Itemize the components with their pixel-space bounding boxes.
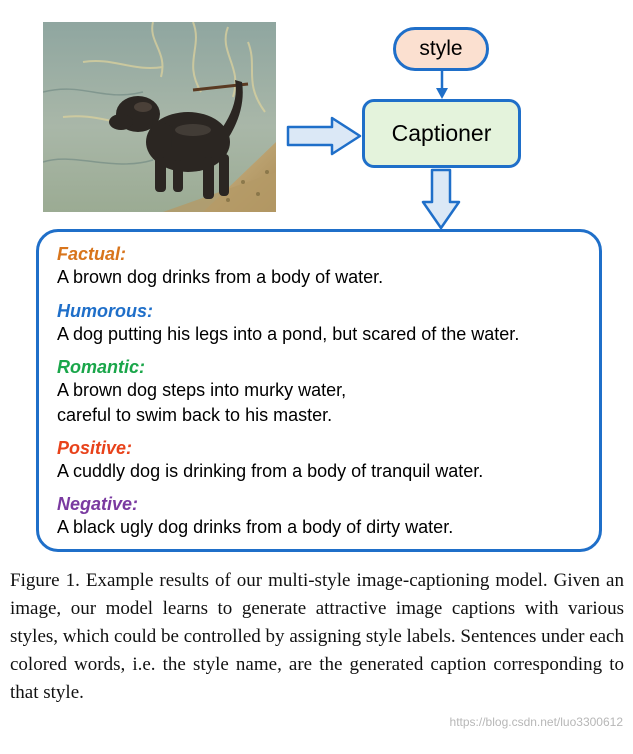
caption-text-negative: A black ugly dog drinks from a body of dirty water. bbox=[57, 517, 454, 537]
style-label-positive: Positive: bbox=[57, 438, 133, 458]
figure-caption: Figure 1. Example results of our multi-style image-captioning model. Given an image, our model learns to generate attractive image captions with various styles, which could be controlled by assigning style labels. Sentences under each colored words, i.e. the style name, are the generated caption corresponding to that style. bbox=[10, 570, 624, 703]
caption-humorous bbox=[57, 300, 589, 347]
style-node-label: style bbox=[419, 37, 463, 60]
caption-text-humorous: A dog putting his legs into a pond, but scared of the water. bbox=[57, 324, 520, 344]
caption-text-positive: A cuddly dog is drinking from a body of tranquil water. bbox=[57, 461, 484, 481]
style-label-factual: Factual: bbox=[57, 244, 127, 264]
style-node bbox=[393, 27, 489, 71]
captioner-node bbox=[362, 99, 521, 168]
caption-positive bbox=[57, 437, 589, 484]
caption-text-factual: A brown dog drinks from a body of water. bbox=[57, 267, 384, 287]
captioner-to-captions-arrow-icon bbox=[421, 168, 461, 230]
style-label-negative: Negative: bbox=[57, 494, 139, 514]
caption-romantic bbox=[57, 356, 589, 428]
watermark: https://blog.csdn.net/luo3300612 bbox=[449, 715, 623, 729]
captions-panel bbox=[36, 229, 602, 552]
style-label-romantic: Romantic: bbox=[57, 357, 146, 377]
style-to-captioner-arrow-icon bbox=[435, 70, 449, 100]
caption-factual bbox=[57, 243, 589, 290]
dog-photo bbox=[43, 22, 276, 212]
style-label-humorous: Humorous: bbox=[57, 301, 153, 321]
caption-negative bbox=[57, 493, 589, 540]
captioner-node-label: Captioner bbox=[391, 120, 492, 146]
image-to-captioner-arrow-icon bbox=[286, 116, 362, 156]
dog-drinking-photo-icon bbox=[43, 22, 276, 212]
caption-text-romantic: A brown dog steps into murky water, careful to swim back to his master. bbox=[57, 380, 347, 425]
